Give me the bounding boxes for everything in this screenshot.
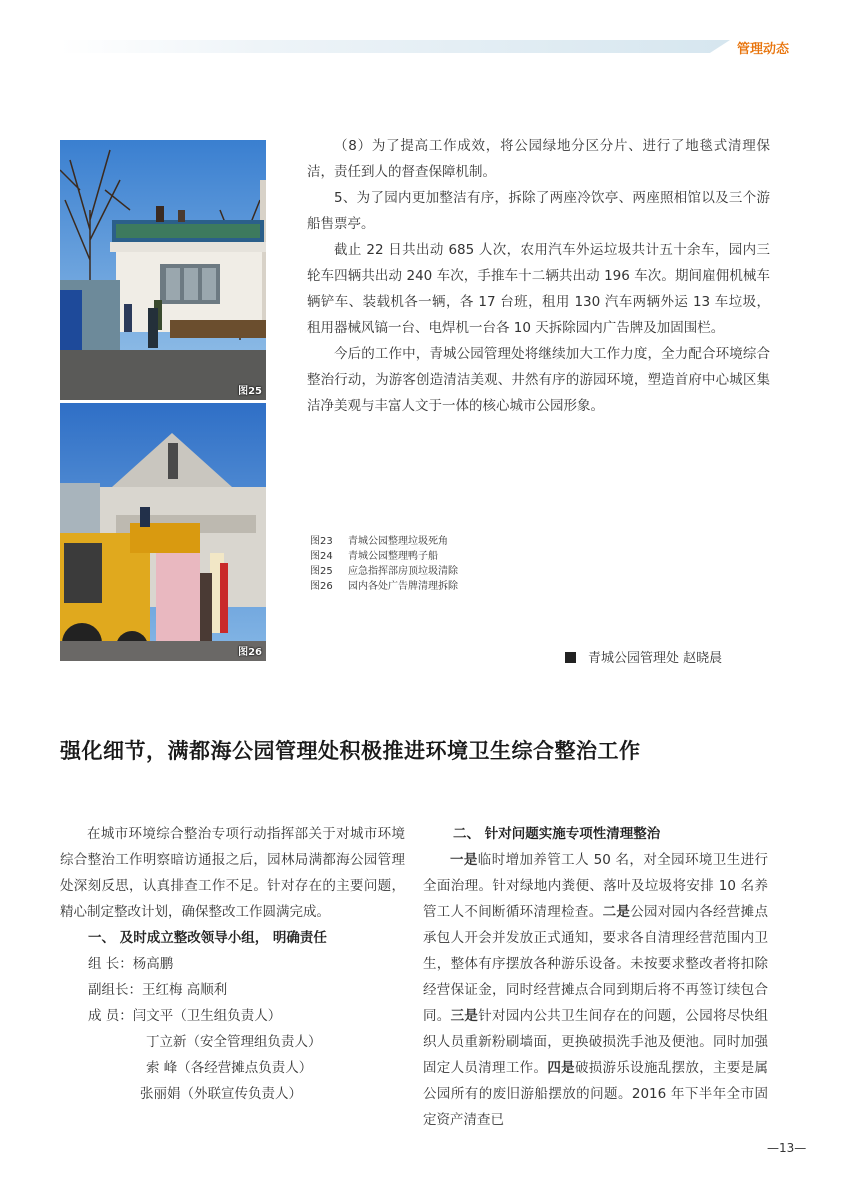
header-gradient-bar: [60, 40, 730, 53]
paragraph: （8）为了提高工作成效，将公园绿地分区分片、进行了地毯式清理保洁，责任到人的督查保障机制。: [307, 138, 770, 180]
photo-number-tag: 图25: [238, 386, 262, 397]
caption-row: 图23 青城公园整理垃圾死角: [310, 536, 448, 547]
member-line: 副组长：王红梅 高顺利: [88, 982, 228, 998]
author-byline: 青城公园管理处 赵晓晨: [565, 647, 722, 666]
article-right-column: [423, 821, 768, 1133]
article-headline: 强化细节，满都海公园管理处积极推进环境卫生综合整治工作: [60, 739, 641, 763]
paragraph: 5、为了园内更加整洁有序，拆除了两座冷饮亭、两座照相馆以及三个游船售票亭。: [307, 190, 770, 232]
paragraph: 今后的工作中，青城公园管理处将继续加大工作力度，全力配合环境综合整治行动，为游客创造清洁美观、井然有序的游园环境，塑造首府中心城区集洁净美观与丰富人文于一体的核心城市公园形象。: [307, 346, 770, 414]
measures-paragraph: 一是临时增加养管工人 50 名，对全园环境卫生进行全面治理。针对绿地内粪便、落叶及垃圾将安排 10 名养管工人不间断循环清理检查。二是公园对园内各经营摊点承包人开会并发放正式通知，要求各自清理经营范围内卫生，整体有序摆放各种游乐设备。未按要求整改者将扣除经营保证金，同时经营摊点合同到期后将不再签订续包合同。三是针对园内公共卫生间存在的问题，公园将尽快组织人员重新粉刷墙面，更换破损洗手池及便池。同时加强固定人员清理工作。四是破损游乐设施乱摆放，主要是属公园所有的废旧游船摆放的问题。2016 年下半年全市固定资产清查已: [423, 852, 768, 1128]
caption-row: 图26 园内各处广告牌清理拆除: [310, 581, 458, 592]
section-label: 管理动态: [737, 42, 790, 57]
paragraph: 截止 22 日共出动 685 人次，农用汽车外运垃圾共计五十余车，园内三轮车四辆共出动 240 车次，手推车十二辆共出动 196 车次。期间雇佣机械车辆铲车、装载机各一辆，各 17 台班，租用 130 汽车两辆外运 13 车垃圾，租用器械风镐一台、电焊机一台各 10 天拆除园内广告牌及加固围栏。: [307, 242, 770, 336]
caption-row: 图25 应急指挥部房顶垃圾清除: [310, 566, 458, 577]
photo-captions: [310, 534, 458, 594]
member-line: 组 长：杨高鹏: [88, 956, 174, 972]
caption-row: 图24 青城公园整理鸭子船: [310, 551, 438, 562]
square-bullet-icon: [565, 652, 576, 663]
member-line: 成 员：闫文平（卫生组负责人）: [88, 1008, 282, 1024]
top-article-body: [307, 133, 770, 419]
intro-paragraph: 在城市环境综合整治专项行动指挥部关于对城市环境综合整治工作明察暗访通报之后，园林局满都海公园管理处深刻反思，认真排查工作不足。针对存在的主要问题，精心制定整改计划，确保整改工作圆满完成。: [60, 826, 405, 920]
page-number: —13—: [767, 1141, 807, 1155]
photo-billboard-removal: [60, 403, 266, 661]
photo-number-tag: 图26: [238, 647, 262, 658]
photo-rooftop-cleanup: [60, 140, 266, 400]
section-heading: 一、 及时成立整改领导小组， 明确责任: [88, 930, 327, 946]
member-line: 丁立新（安全管理组负责人）: [146, 1034, 322, 1050]
member-line: 张丽娟（外联宣传负责人）: [140, 1086, 302, 1102]
article-left-column: [60, 821, 405, 1107]
member-line: 索 峰（各经营摊点负责人）: [146, 1060, 313, 1076]
section-heading: 二、 针对问题实施专项性清理整治: [453, 826, 661, 842]
